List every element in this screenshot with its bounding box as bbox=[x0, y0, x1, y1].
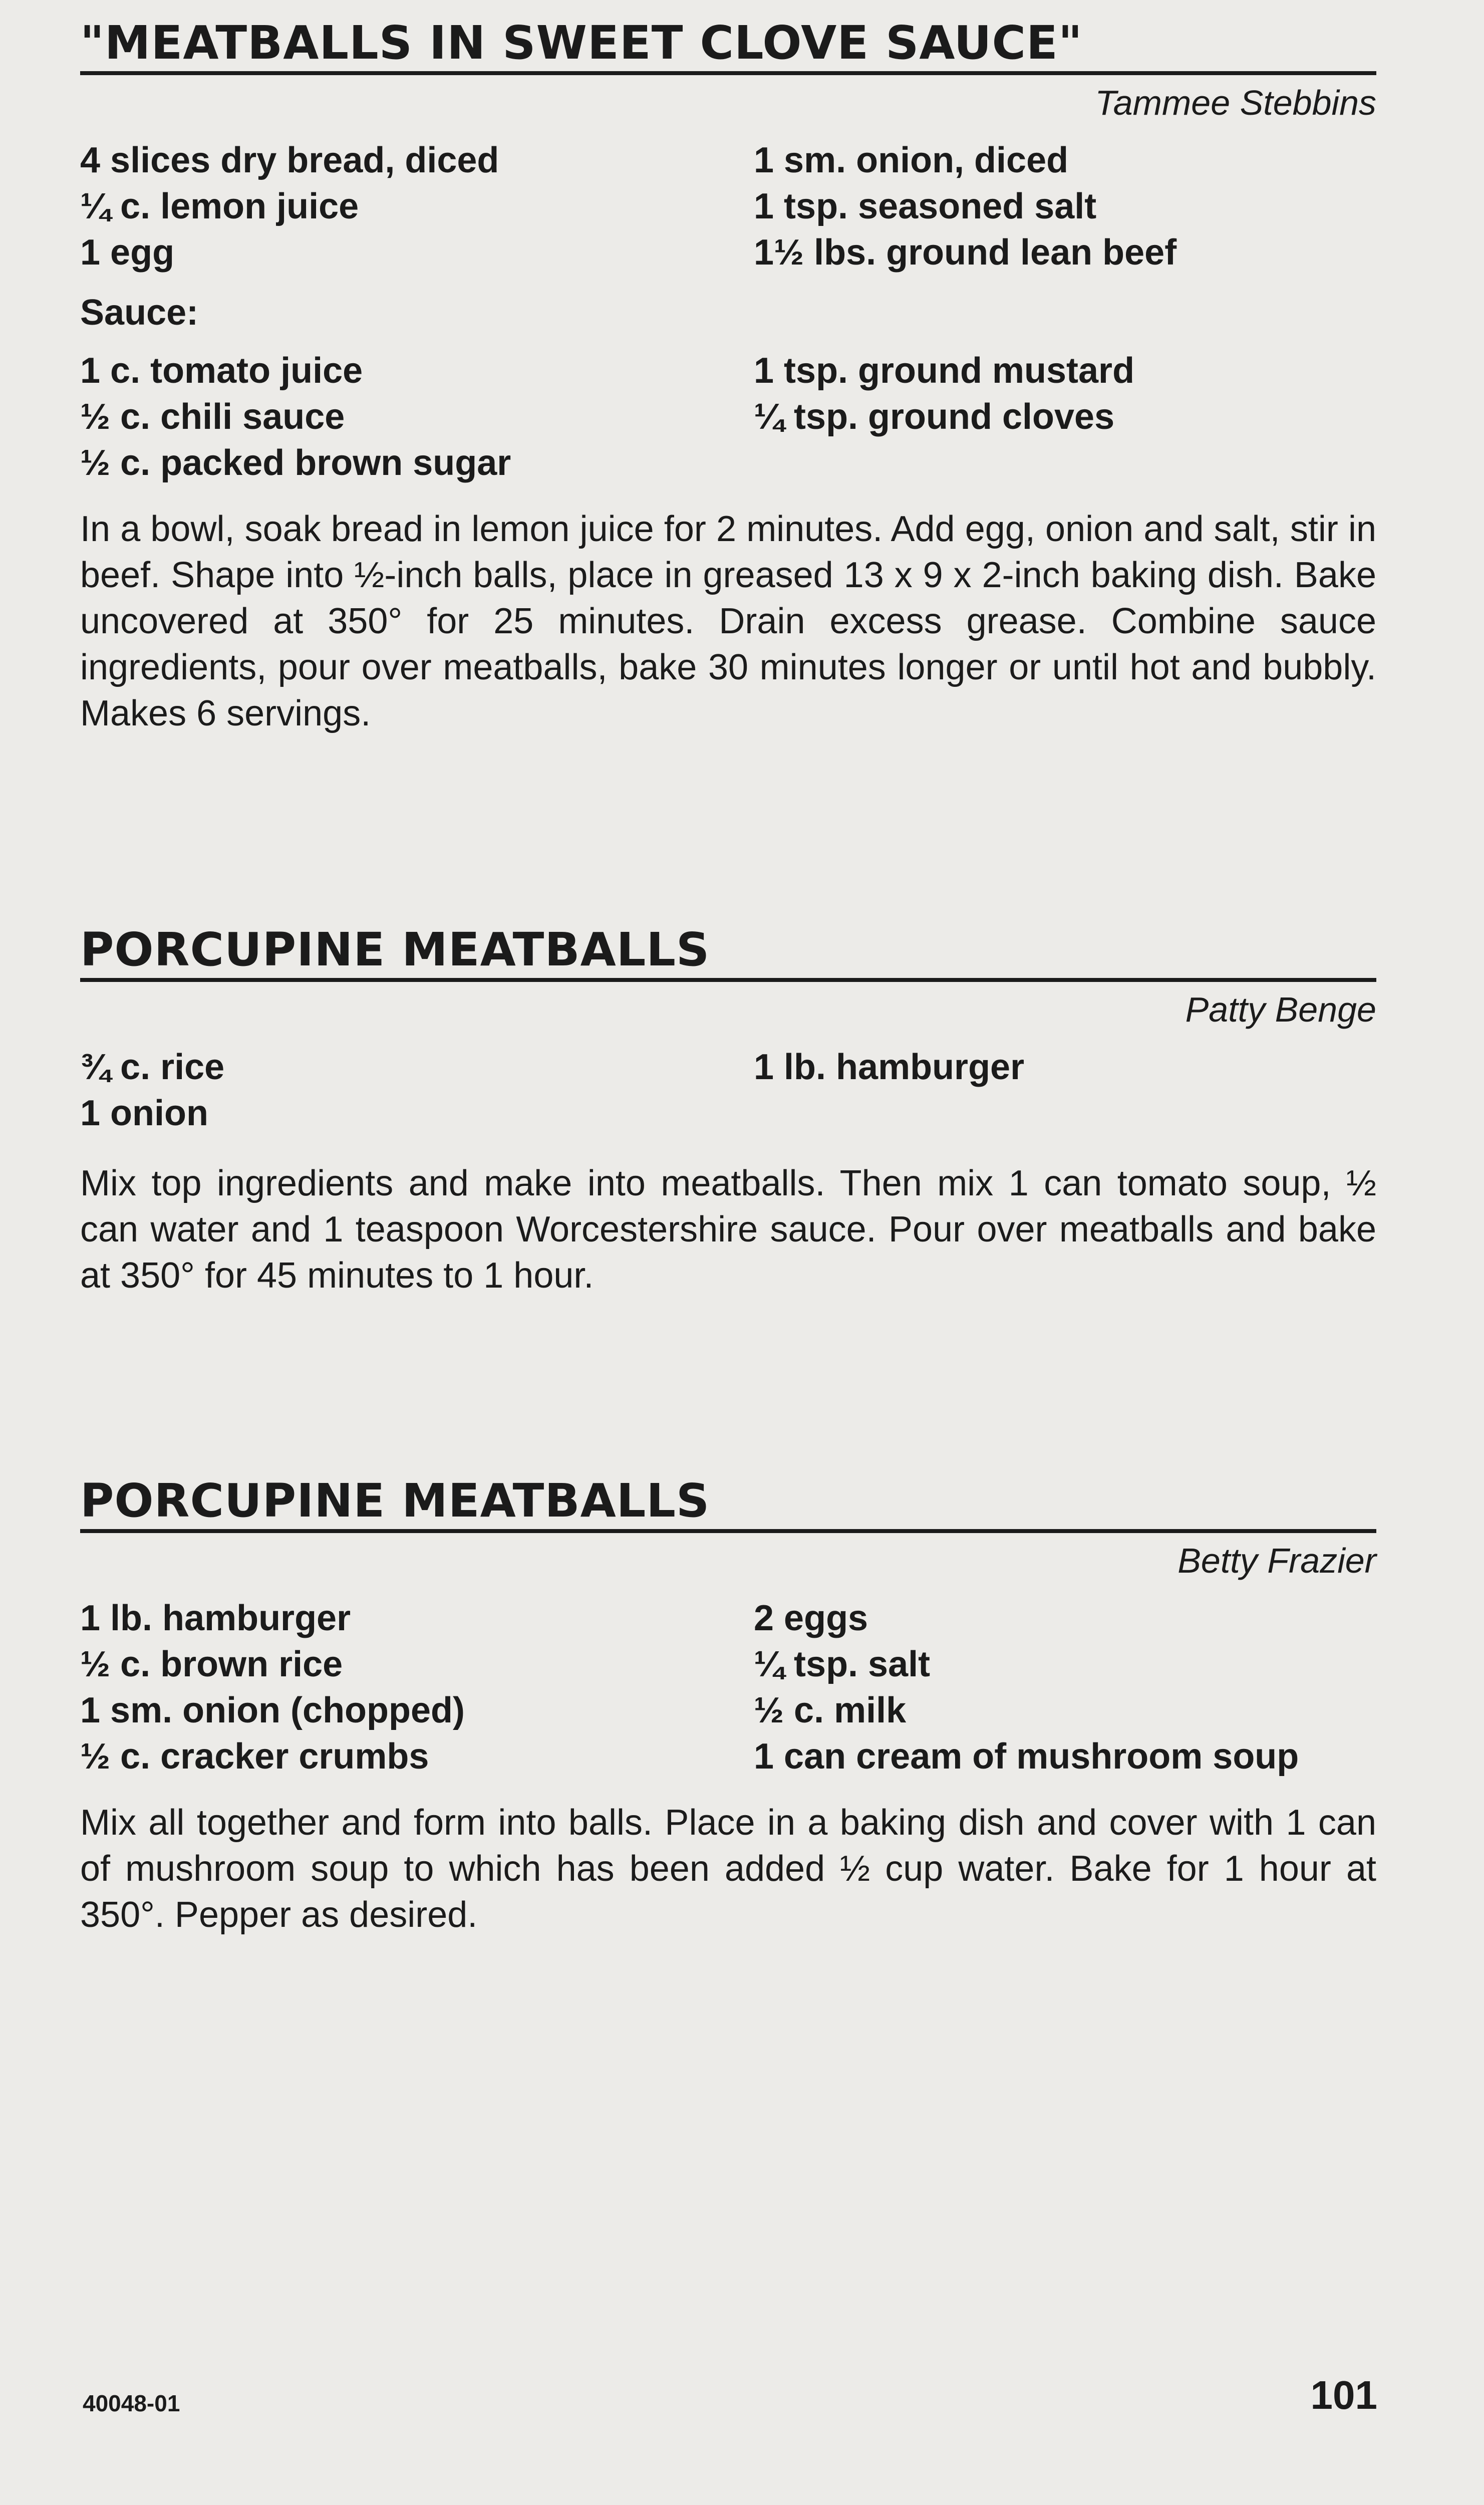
ingredient: ¼ c. lemon juice bbox=[80, 186, 359, 226]
ingredient-column-right bbox=[754, 1044, 1376, 1136]
ingredient: 1 lb. hamburger bbox=[80, 1598, 351, 1638]
ingredient: ½ c. packed brown sugar bbox=[80, 443, 511, 483]
ingredient-column-right bbox=[754, 1595, 1376, 1780]
sauce-ingredient-list bbox=[80, 348, 1376, 486]
recipe-porcupine-meatballs-frazier bbox=[80, 1474, 1376, 1938]
ingredient: ½ c. cracker crumbs bbox=[80, 1736, 429, 1777]
ingredient: 1 lb. hamburger bbox=[754, 1047, 1025, 1087]
ingredient: ½ c. chili sauce bbox=[80, 397, 345, 437]
recipe-author: Tammee Stebbins bbox=[1095, 83, 1376, 122]
sauce-heading: Sauce: bbox=[80, 293, 199, 333]
recipe-author: Patty Benge bbox=[1185, 990, 1376, 1029]
ingredient: 1 sm. onion, diced bbox=[754, 140, 1069, 180]
ingredient: 1 tsp. seasoned salt bbox=[754, 186, 1097, 226]
recipe-title: PORCUPINE MEATBALLS bbox=[80, 927, 1376, 982]
ingredient-column-left bbox=[80, 1595, 754, 1780]
ingredient: 1 onion bbox=[80, 1093, 208, 1133]
ingredient-column-right bbox=[754, 137, 1376, 276]
footer-code: 40048-01 bbox=[83, 2390, 180, 2416]
recipe-directions: In a bowl, soak bread in lemon juice for 2 minutes. Add egg, onion and salt, stir in beef. Shape into ½-inch balls, place in greased 13 x 9 x 2-inch baking dish. Bake uncovered at 350° for 25 minutes. Drain excess grease. Combine sauce ingredients, pour over meatballs, bake 30 minutes longer or until hot and bubbly. Makes 6 servings. bbox=[80, 509, 1376, 733]
recipe-title: "MEATBALLS IN SWEET CLOVE SAUCE" bbox=[80, 20, 1376, 75]
ingredient: ¼ tsp. ground cloves bbox=[754, 397, 1115, 437]
ingredient-column-left bbox=[80, 1044, 754, 1136]
sauce-column-right bbox=[754, 348, 1376, 486]
ingredient: 1½ lbs. ground lean beef bbox=[754, 232, 1177, 273]
ingredient: 1 tsp. ground mustard bbox=[754, 351, 1135, 391]
ingredient-list bbox=[80, 1044, 1376, 1136]
ingredient: 1 can cream of mushroom soup bbox=[754, 1736, 1299, 1777]
recipe-author: Betty Frazier bbox=[1177, 1541, 1376, 1580]
recipe-meatballs-sweet-clove-sauce bbox=[80, 16, 1376, 736]
ingredient: 1 sm. onion (chopped) bbox=[80, 1690, 465, 1730]
recipe-title: PORCUPINE MEATBALLS bbox=[80, 1478, 1376, 1533]
sauce-column-left bbox=[80, 348, 754, 486]
recipe-porcupine-meatballs-benge bbox=[80, 923, 1376, 1299]
ingredient: ½ c. milk bbox=[754, 1690, 907, 1730]
ingredient-column-left bbox=[80, 137, 754, 276]
recipe-directions: Mix top ingredients and make into meatballs. Then mix 1 can tomato soup, ½ can water and 1 teaspoon Worcestershire sauce. Pour over meatballs and bake at 350° for 45 minutes to 1 hour. bbox=[80, 1163, 1376, 1296]
ingredient: 1 egg bbox=[80, 232, 175, 273]
page-number: 101 bbox=[1310, 2373, 1377, 2417]
ingredient: ¾ c. rice bbox=[80, 1047, 225, 1087]
ingredient: ¼ tsp. salt bbox=[754, 1644, 931, 1684]
ingredient: ½ c. brown rice bbox=[80, 1644, 343, 1684]
recipe-directions: Mix all together and form into balls. Place in a baking dish and cover with 1 can of mushroom soup to which has been added ½ cup water. Bake for 1 hour at 350°. Pepper as desired. bbox=[80, 1803, 1376, 1935]
ingredient-list bbox=[80, 1595, 1376, 1780]
ingredient: 4 slices dry bread, diced bbox=[80, 140, 499, 180]
ingredient: 2 eggs bbox=[754, 1598, 868, 1638]
ingredient-list bbox=[80, 137, 1376, 276]
ingredient: 1 c. tomato juice bbox=[80, 351, 363, 391]
